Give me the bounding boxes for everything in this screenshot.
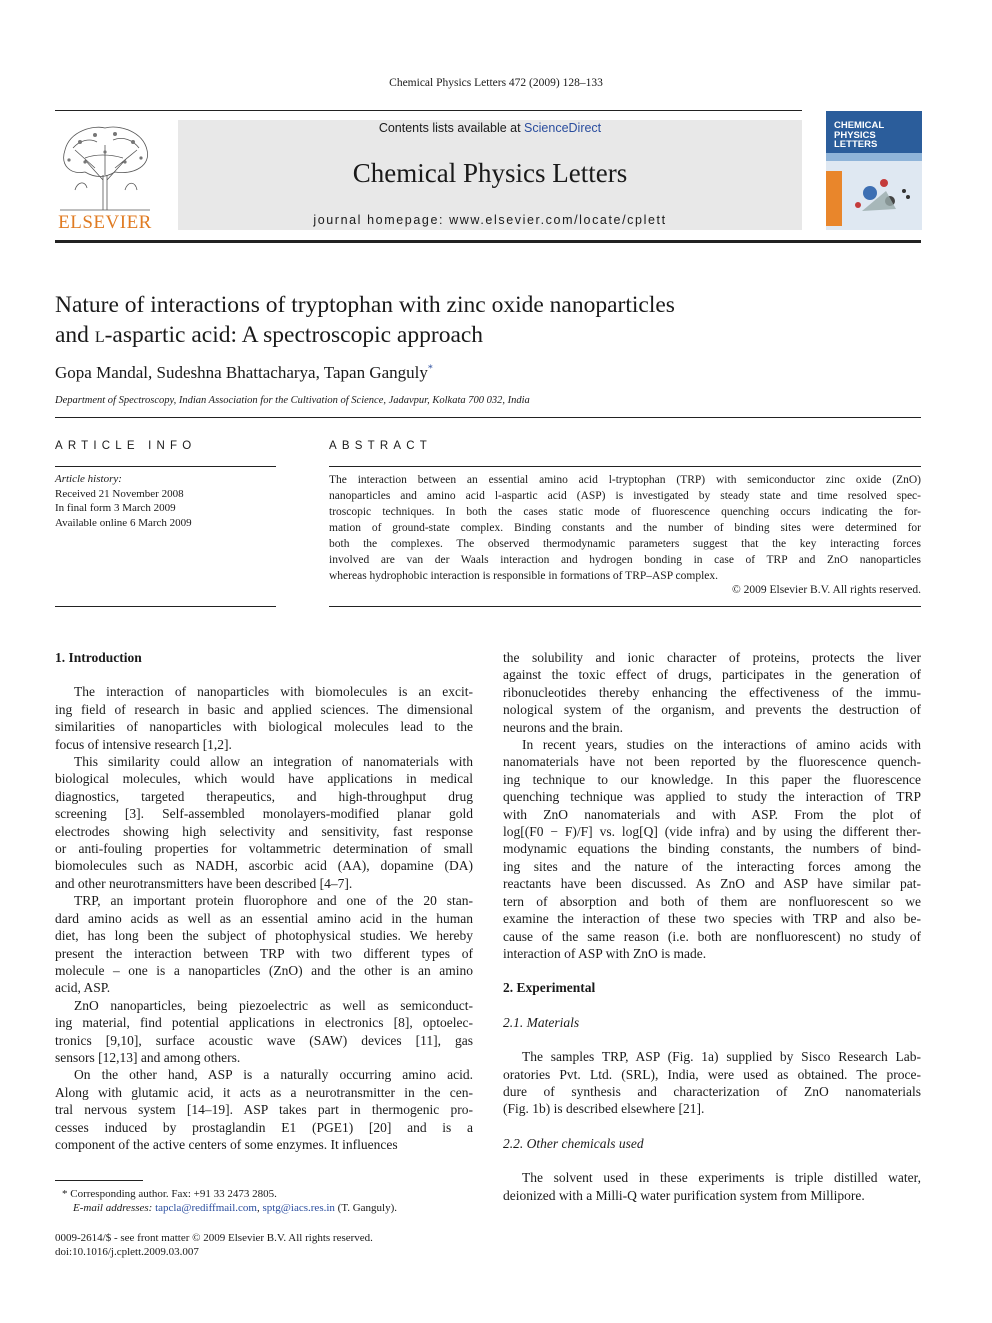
paragraph-continued — [503, 649, 921, 736]
text-line: focus of intensive research [1,2]. — [55, 736, 232, 752]
text-line: On the other hand, ASP is a naturally occurring amino acid. — [74, 1067, 473, 1083]
corresponding-author-mark[interactable]: * — [427, 363, 433, 375]
abstract-heading: ABSTRACT — [329, 440, 432, 452]
affiliation-rule — [55, 417, 921, 418]
text-line: The samples TRP, ASP (Fig. 1a) supplied by Sisco Research Lab- — [522, 1049, 921, 1065]
text-line: reactants have been discussed. As ZnO and ASP have similar pat- — [503, 876, 921, 892]
text-line: quenching technique was applied to study the interaction of TRP — [503, 789, 921, 805]
text-line: The solvent used in these experiments is triple distilled water, — [522, 1170, 921, 1186]
other-chemicals-paragraph — [503, 1169, 921, 1204]
abstract-text — [329, 472, 921, 584]
corresponding-author-note: * Corresponding author. Fax: +91 33 2473 2805. — [62, 1188, 277, 1200]
email-line — [62, 1201, 397, 1215]
cover-title-line: CHEMICAL — [834, 120, 885, 131]
paragraph — [55, 892, 473, 996]
doi-line[interactable]: doi:10.1016/j.cplett.2009.03.007 — [55, 1246, 199, 1258]
text-line: examine the interaction of these two species with TRP and also be- — [503, 911, 921, 927]
cover-title-line: LETTERS — [834, 139, 878, 150]
footnote — [62, 1187, 397, 1215]
email-owner: (T. Ganguly). — [334, 1202, 398, 1214]
cover-title — [834, 121, 884, 150]
article-title — [55, 290, 815, 350]
cover-art-icon — [826, 161, 922, 230]
text-line: molecule – one is a nanoparticles (ZnO) and the other is an amino — [55, 962, 473, 978]
text-line: against the toxic effect of drugs, participates in the generation of — [503, 667, 921, 683]
text-line: (Fig. 1b) is described elsewhere [21]. — [503, 1101, 705, 1117]
text-line: interaction of ASP with ZnO is made. — [503, 945, 707, 961]
experimental-heading: 2. Experimental — [503, 980, 596, 996]
title-part: and — [55, 322, 95, 348]
journal-cover — [826, 111, 922, 230]
text-line: modynamic equations the binding constants, the numbers of bind- — [503, 841, 921, 857]
text-line: diet, has long been the subject of photophysical studies. We hereby — [55, 928, 473, 944]
title-line-2 — [55, 320, 815, 350]
email-link-1[interactable]: tapcla@rediffmail.com — [155, 1202, 257, 1214]
paragraph — [503, 649, 921, 736]
paragraph — [503, 1048, 921, 1118]
front-matter — [55, 1231, 373, 1259]
article-info-rule — [55, 466, 276, 467]
materials-heading: 2.1. Materials — [503, 1014, 580, 1030]
text-line: ribonucleotides thereby enhancing the effectiveness of the immu- — [503, 684, 921, 700]
text-line: tral nervous system [14–19]. ASP takes part in thermogenic pro- — [55, 1102, 473, 1118]
text-line: ZnO nanoparticles, being piezoelectric as well as semiconduct- — [74, 997, 473, 1013]
paragraph — [503, 736, 921, 962]
paragraph-recent-years — [503, 736, 921, 962]
author-list — [55, 363, 433, 383]
text-line: component of the active centers of some enzymes. It influences — [55, 1136, 398, 1152]
title-part: -aspartic acid: A spectroscopic approach — [104, 322, 484, 348]
text-line: The interaction of nanoparticles with biomolecules is an excit- — [74, 684, 473, 700]
cover-stripe — [826, 153, 922, 161]
article-info-bottom-rule — [55, 606, 276, 607]
title-line-1: Nature of interactions of tryptophan with zinc oxide nanoparticles — [55, 292, 675, 318]
issn-line: 0009-2614/$ - see front matter © 2009 Elsevier B.V. All rights reserved. — [55, 1232, 373, 1244]
elsevier-tree-icon — [55, 120, 155, 216]
paragraph — [55, 683, 473, 753]
text-line: This similarity could allow an integration of nanomaterials with — [74, 754, 473, 770]
text-line: acid, ASP. — [55, 980, 111, 996]
text-line: sensors [12,13] and among others. — [55, 1049, 241, 1065]
header-top-rule — [55, 110, 802, 111]
text-line: diagnostics, targeted therapeutics, and high-throughput drug — [55, 788, 473, 804]
text-line: nological system of the organism, and prevents the destruction of — [503, 702, 921, 718]
abstract-line: The interaction between an essential amino acid l-tryptophan (TRP) with semiconductor zinc oxide (ZnO) — [329, 474, 921, 486]
email-separator: , — [256, 1202, 263, 1214]
text-line: ing technique to our knowledge. In this paper the fluorescence — [503, 771, 921, 787]
text-line: In recent years, studies on the interactions of amino acids with — [522, 737, 921, 753]
text-line: tronics [9,10], surface acoustic wave (SAW) devices [11], gas — [55, 1032, 473, 1048]
contents-prefix: Contents lists available at — [378, 121, 525, 135]
text-line: Along with glutamic acid, it acts as a neurotransmitter in the cen- — [55, 1084, 473, 1100]
elsevier-wordmark: ELSEVIER — [58, 212, 152, 233]
abstract-bottom-rule — [329, 606, 921, 607]
journal-title: Chemical Physics Letters — [352, 158, 628, 188]
footnote-rule — [55, 1180, 143, 1181]
text-line: ing sites and the nature of the interacting forces among the — [503, 858, 921, 874]
journal-homepage[interactable]: journal homepage: www.elsevier.com/locate/cplett — [313, 213, 667, 227]
abstract-line: mation of ground-state complex. Binding constants and the number of binding sites were determined for — [329, 522, 921, 534]
other-chemicals-heading: 2.2. Other chemicals used — [503, 1135, 644, 1151]
paragraph — [55, 997, 473, 1067]
text-line: screening [3]. Self-assembled monolayers-modified planar gold — [55, 806, 473, 822]
abstract-line: involved are van der Waals interaction and hydrogen bonding in case of TRP and ZnO nanoparticles — [329, 554, 921, 566]
text-line: electrodes showing high selectivity and sensitivity, fast response — [55, 823, 473, 839]
text-line: with ZnO nanomaterials and with ASP. From the plot of — [503, 806, 921, 822]
contents-line — [178, 121, 802, 135]
article-info-heading: ARTICLE INFO — [55, 440, 197, 452]
text-line: neurons and the brain. — [503, 719, 623, 735]
received-date: Received 21 November 2008 — [55, 487, 184, 500]
authors-text: Gopa Mandal, Sudeshna Bhattacharya, Tapan Ganguly — [55, 363, 428, 382]
paragraph — [503, 1169, 921, 1204]
article-history — [55, 472, 192, 530]
abstract-line: both the complexes. The observed thermodynamic parameters suggest that the key interacting forces — [329, 538, 921, 550]
history-label: Article history: — [55, 473, 122, 485]
text-line: or anti-fouling properties for voltammetric determination of small — [55, 841, 473, 857]
text-line: biomolecules such as NADH, ascorbic acid (AA), dopamine (DA) — [55, 858, 473, 874]
materials-paragraph — [503, 1048, 921, 1118]
text-line: and other neurotransmitters have been described [4–7]. — [55, 875, 353, 891]
abstract-copyright: © 2009 Elsevier B.V. All rights reserved. — [732, 584, 921, 596]
text-line: present the interaction between TRP with two different types of — [55, 945, 473, 961]
introduction-heading: 1. Introduction — [55, 650, 142, 665]
text-line: cause of the same reason (i.e. both are nonfluorescent) no study of — [503, 928, 921, 944]
text-line: log[(F0 − F)/F] vs. log[Q] (vide infra) and by using the different ther- — [503, 824, 921, 840]
text-line: the solubility and ionic character of proteins, protects the liver — [503, 650, 921, 665]
text-line: dure of synthesis and characterization of ZnO nanomaterials — [503, 1083, 921, 1099]
abstract-rule — [329, 466, 921, 467]
final-form-date: In final form 3 March 2009 — [55, 502, 176, 514]
email-link-2[interactable]: sptg@iacs.res.in — [262, 1202, 335, 1214]
abstract-line: whereas hydrophobic interaction is responsible in formations of TRP–ASP complex. — [329, 570, 719, 582]
text-line: ing field of research in basic and applied sciences. The dimensional — [55, 701, 473, 717]
header-thick-rule — [55, 240, 921, 243]
right-column — [503, 649, 921, 1204]
introduction-body — [55, 683, 473, 1153]
text-line: oratories Pvt. Ltd. (SRL), India, were used as obtained. The proce- — [503, 1066, 921, 1082]
paragraph — [55, 1066, 473, 1153]
text-line: ing material, find potential applications in electronics [8], optoelec- — [55, 1015, 473, 1031]
abstract-line: nanoparticles and amino acid l-aspartic acid (ASP) is investigated by steady state and time resolved spec- — [329, 490, 921, 502]
running-head: Chemical Physics Letters 472 (2009) 128–133 — [389, 77, 603, 89]
text-line: dard amino acids as well as an essential amino acid in the human — [55, 910, 473, 926]
text-line: cesses induced by prostaglandin E1 (PGE1) [20] and is a — [55, 1119, 473, 1135]
text-line: TRP, an important protein fluorophore and one of the 20 stan- — [74, 893, 473, 909]
text-line: deionized with a Milli-Q water purification system from Millipore. — [503, 1187, 865, 1203]
paragraph — [55, 753, 473, 892]
title-smallcaps-l: l — [94, 322, 105, 348]
text-line: biological molecules, which would have applications in medical — [55, 771, 473, 787]
online-date: Available online 6 March 2009 — [55, 516, 192, 529]
cover-title-line: PHYSICS — [834, 129, 876, 141]
text-line: similarities of nanoparticles with biological molecules lead to the — [55, 719, 473, 735]
sciencedirect-link[interactable]: ScienceDirect — [524, 121, 602, 135]
text-line: nanomaterials have not been reported by the fluorescence quench- — [503, 754, 921, 770]
affiliation: Department of Spectroscopy, Indian Association for the Cultivation of Science, Jadavpur, Kolkata 700 032, India — [55, 395, 530, 406]
left-column — [55, 649, 473, 1153]
text-line: tern of absorption and both of them are nonfluorescent so we — [503, 893, 921, 909]
abstract-line: troscopic techniques. In both the cases static mode of fluorescence quenching occurs indicating the for- — [329, 506, 921, 518]
email-label: E-mail addresses: — [73, 1202, 156, 1214]
elsevier-logo — [55, 120, 155, 234]
